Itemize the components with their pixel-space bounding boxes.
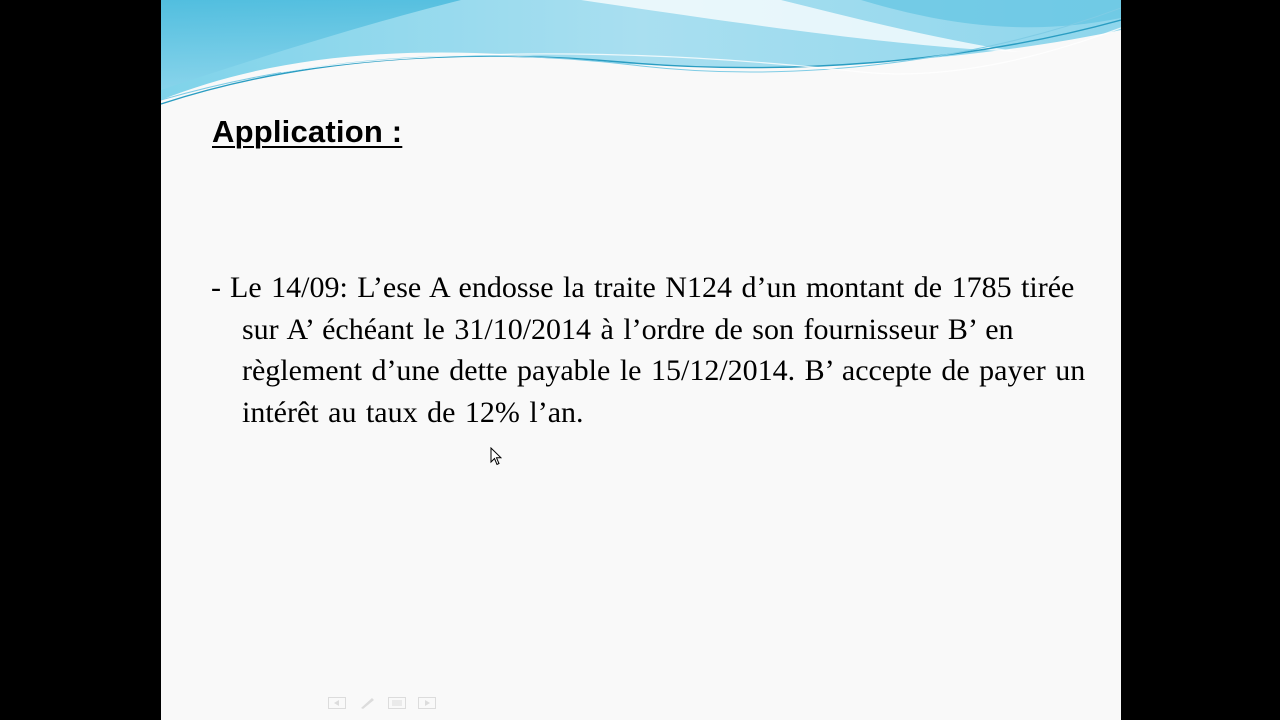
pen-icon[interactable] bbox=[358, 697, 376, 709]
arrow-right-icon[interactable] bbox=[418, 697, 436, 709]
bullet-marker: - bbox=[211, 271, 221, 304]
mouse-pointer-icon bbox=[490, 447, 502, 466]
menu-icon[interactable] bbox=[388, 697, 406, 709]
slideshow-toolbar bbox=[328, 697, 436, 711]
bullet-item bbox=[211, 267, 1092, 433]
header-wave-decoration bbox=[161, 0, 1121, 120]
arrow-left-icon[interactable] bbox=[328, 697, 346, 709]
bullet-text: Le 14/09: L’ese A endosse la traite N124 d’un montant de 1785 tirée sur A’ échéant le 31/10/2014 à l’ordre de son fournisseur B’ en règlement d’une dette payable le 15/12/2014. B’ accepte de payer un intérêt au taux de 12% l’an. bbox=[230, 271, 1086, 429]
slide[interactable] bbox=[161, 0, 1121, 720]
slide-title: Application : bbox=[212, 114, 403, 149]
